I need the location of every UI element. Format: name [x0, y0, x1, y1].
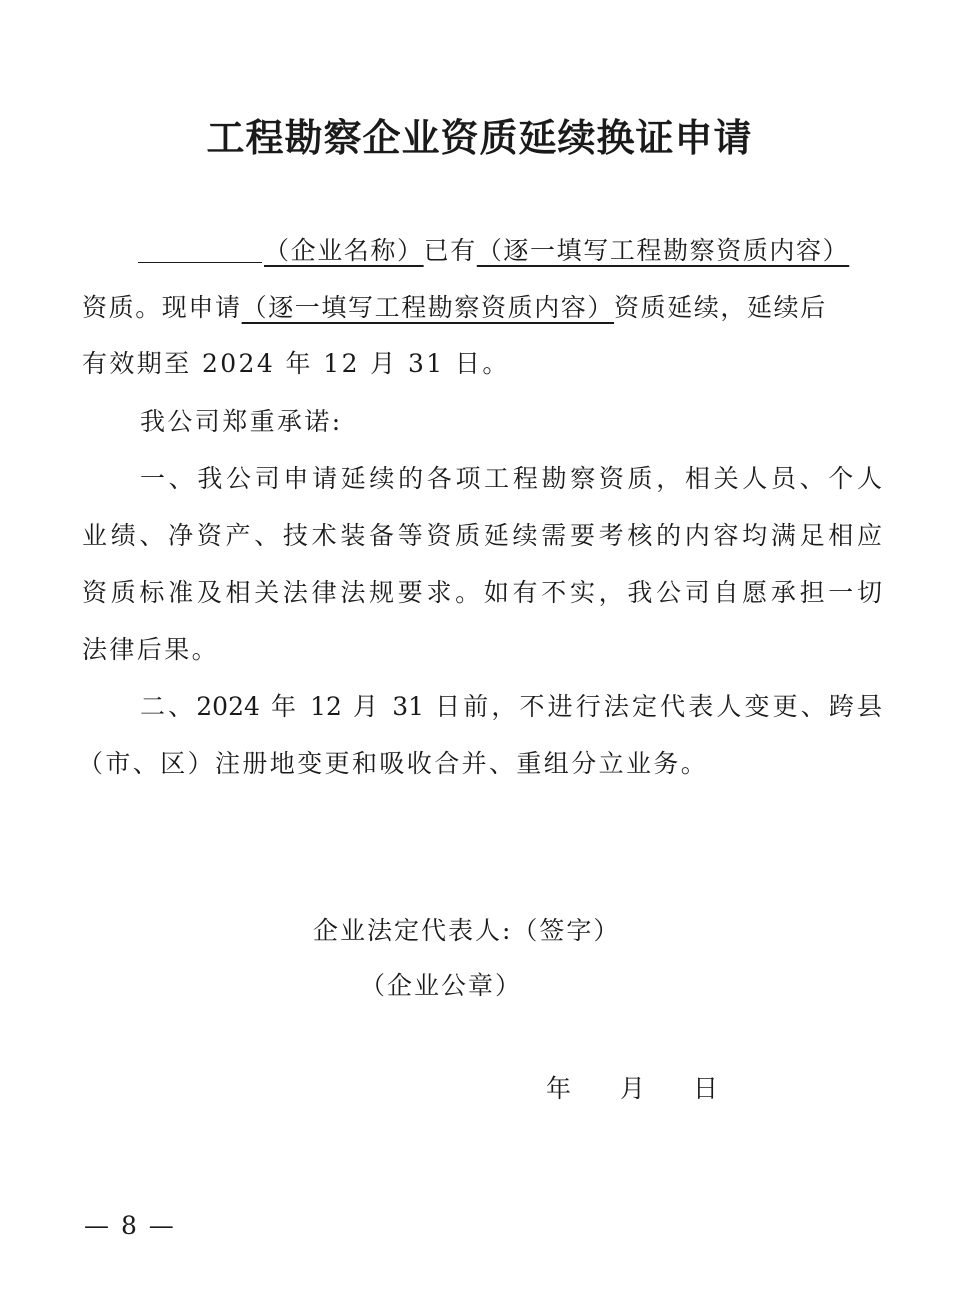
page-number: — 8 — [84, 1211, 176, 1240]
company-seal[interactable]: （企业公章） [360, 971, 523, 1000]
promise-1-line-4: 法律后果。 [82, 635, 220, 664]
document-title: 工程勘察企业资质延续换证申请 [206, 115, 753, 160]
legal-representative-signature[interactable]: 企业法定代表人:（签字） [313, 916, 621, 945]
paragraph-1-line-1 [138, 232, 880, 269]
validity-text: 有效期至 2024 年 12 月 31 日。 [82, 349, 510, 378]
promise-2-line-1: 二、2024 年 12 月 31 日前，不进行法定代表人变更、跨县 [140, 692, 882, 721]
qualification-text: 资质。现申请 [82, 293, 242, 322]
has-text: 已有 [423, 236, 477, 265]
promise-1-line-1: 一、我公司申请延续的各项工程勘察资质，相关人员、个人 [140, 464, 882, 493]
company-name-blank[interactable] [138, 232, 262, 263]
qualification-content-1[interactable]: （逐一填写工程勘察资质内容） [476, 236, 850, 265]
date-month[interactable]: 月 [620, 1074, 646, 1103]
promise-1-line-3: 资质标准及相关法律法规要求。如有不实，我公司自愿承担一切 [82, 578, 882, 607]
promise-1-line-2: 业绩、净资产、技术装备等资质延续需要考核的内容均满足相应 [82, 521, 882, 550]
renew-text: 资质延续，延续后 [614, 293, 827, 322]
qualification-content-2[interactable]: （逐一填写工程勘察资质内容） [241, 293, 615, 322]
paragraph-1-line-2 [82, 290, 882, 326]
date-day[interactable]: 日 [693, 1074, 719, 1103]
company-name-label: （企业名称） [264, 236, 424, 265]
date-year[interactable]: 年 [546, 1074, 572, 1103]
promise-2-line-2: （市、区）注册地变更和吸收合并、重组分立业务。 [78, 749, 709, 778]
promise-intro: 我公司郑重承诺: [140, 407, 343, 436]
